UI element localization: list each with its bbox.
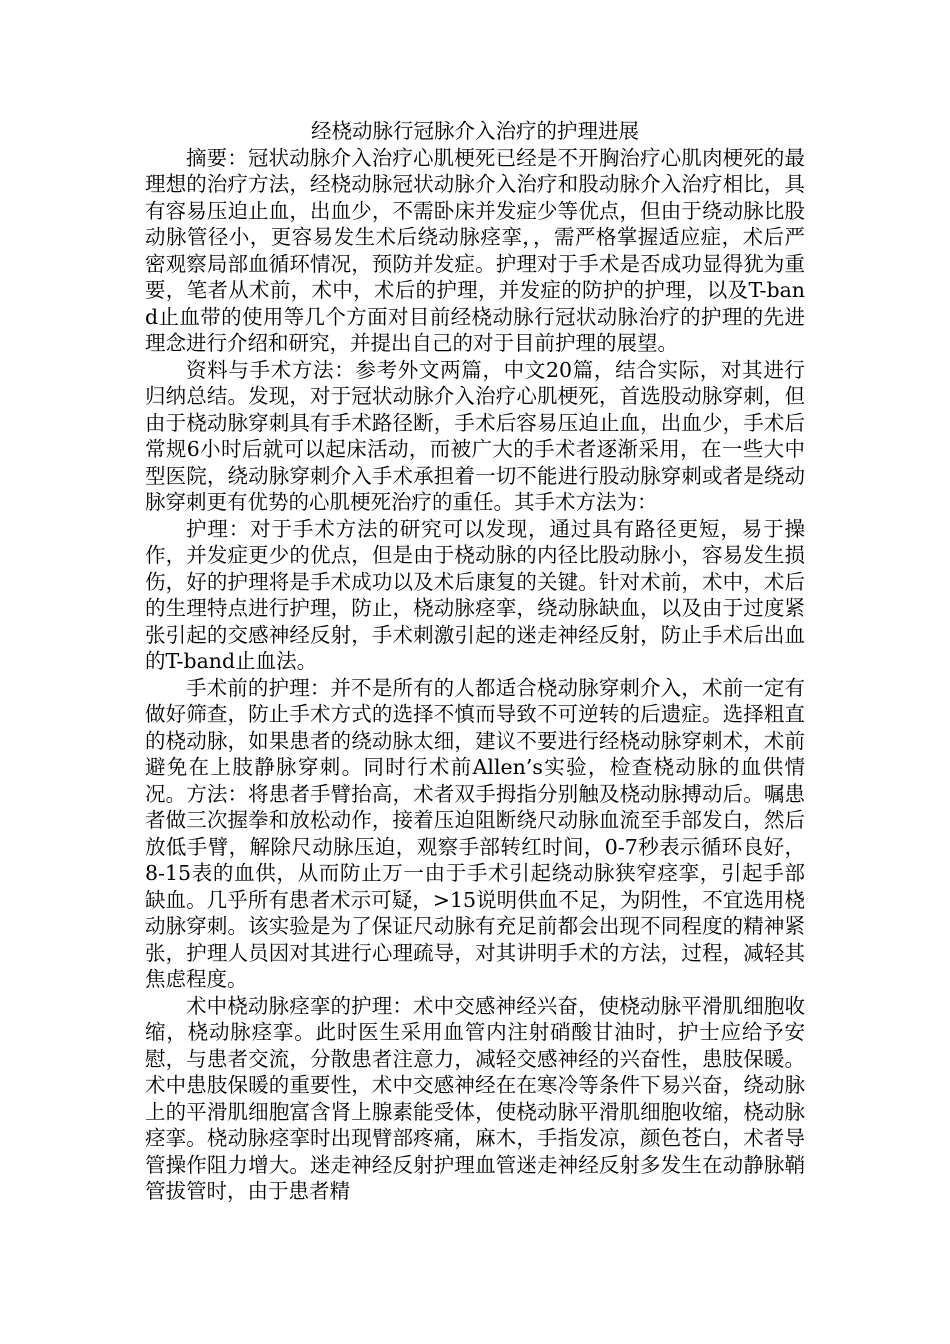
abstract-paragraph: 摘要：冠状动脉介入治疗心肌梗死已经是不开胸治疗心肌肉梗死的最理想的治疗方法，经桡动脉冠状动脉介入治疗和股动脉介入治疗相比，具有容易压迫止血，出血少，不需卧床并发症少等优点，但由于绕动脉比股动脉管径小，更容易发生术后绕动脉痉挛，，需严格掌握适应症，术后严密观察局部血循环情况，预防并发症。护理对于手术是否成功显得犹为重要，笔者从术前，术中，术后的护理，并发症的防护的护理，以及T-band止血带的使用等几个方面对目前经桡动脉行冠状动脉治疗的护理的先进理念进行介绍和研究，并提出自己的对于目前护理的展望。	[145, 145, 805, 355]
preoperative-paragraph: 手术前的护理：并不是所有的人都适合桡动脉穿刺介入，术前一定有做好筛查，防止手术方式的选择不慎而导致不可逆转的后遗症。选择粗直的桡动脉，如果患者的绕动脉太细，建议不要进行经桡动脉穿刺术，术前避免在上肢静脉穿刺。同时行术前Allen’s实验，检查桡动脉的血供情况。方法：将患者手臂抬高，术者双手拇指分别触及桡动脉搏动后。嘱患者做三次握拳和放松动作，接着压迫阻断绕尺动脉血流至手部发白，然后放低手臂，解除尺动脉压迫，观察手部转红时间，0-7秒表示循环良好，8-15表的血供，从而防止万一由于手术引起绕动脉狭窄痉挛，引起手部缺血。几乎所有患者术示可疑，>15说明供血不足，为阴性，不宜选用桡动脉穿刺。该实验是为了保证尺动脉有充足前都会出现不同程度的精神紧张，护理人员因对其进行心理疏导，对其讲明手术的方法，过程，减轻其焦虑程度。	[145, 675, 805, 991]
document-page	[145, 118, 805, 1205]
methods-paragraph: 资料与手术方法：参考外文两篇，中文20篇，结合实际，对其进行归纳总结。发现，对于冠状动脉介入治疗心肌梗死，首选股动脉穿刺，但由于桡动脉穿刺具有手术路径断，手术后容易压迫止血，出血少，手术后常规6小时后就可以起床活动，而被广大的手术者逐渐采用，在一些大中型医院，绕动脉穿刺介入手术承担着一切不能进行股动脉穿刺或者是绕动脉穿刺更有优势的心肌梗死治疗的重任。其手术方法为：	[145, 357, 805, 514]
intraoperative-paragraph: 术中桡动脉痉挛的护理：术中交感神经兴奋，使桡动脉平滑肌细胞收缩，桡动脉痉挛。此时医生采用血管内注射硝酸甘油时，护士应给予安慰，与患者交流，分散患者注意力，减轻交感神经的兴奋性，患肢保暖。术中患肢保暖的重要性，术中交感神经在在寒冷等条件下易兴奋，绕动脉上的平滑肌细胞富含肾上腺素能受体，使桡动脉平滑肌细胞收缩，桡动脉痉挛。桡动脉痉挛时出现臂部疼痛，麻木，手指发凉，颜色苍白，术者导管操作阻力增大。迷走神经反射护理血管迷走神经反射多发生在动静脉鞘管拔管时，由于患者精	[145, 993, 805, 1203]
document-title: 经桡动脉行冠脉介入治疗的护理进展	[311, 119, 639, 143]
nursing-paragraph: 护理：对于手术方法的研究可以发现，通过具有路径更短，易于操作，并发症更少的优点，但是由于桡动脉的内径比股动脉小，容易发生损伤，好的护理将是手术成功以及术后康复的关键。针对术前，术中，术后的生理特点进行护理，防止，桡动脉痉挛，绕动脉缺血，以及由于过度紧张引起的交感神经反射，手术刺激引起的迷走神经反射，防止手术后出血的T-band止血法。	[145, 516, 805, 673]
